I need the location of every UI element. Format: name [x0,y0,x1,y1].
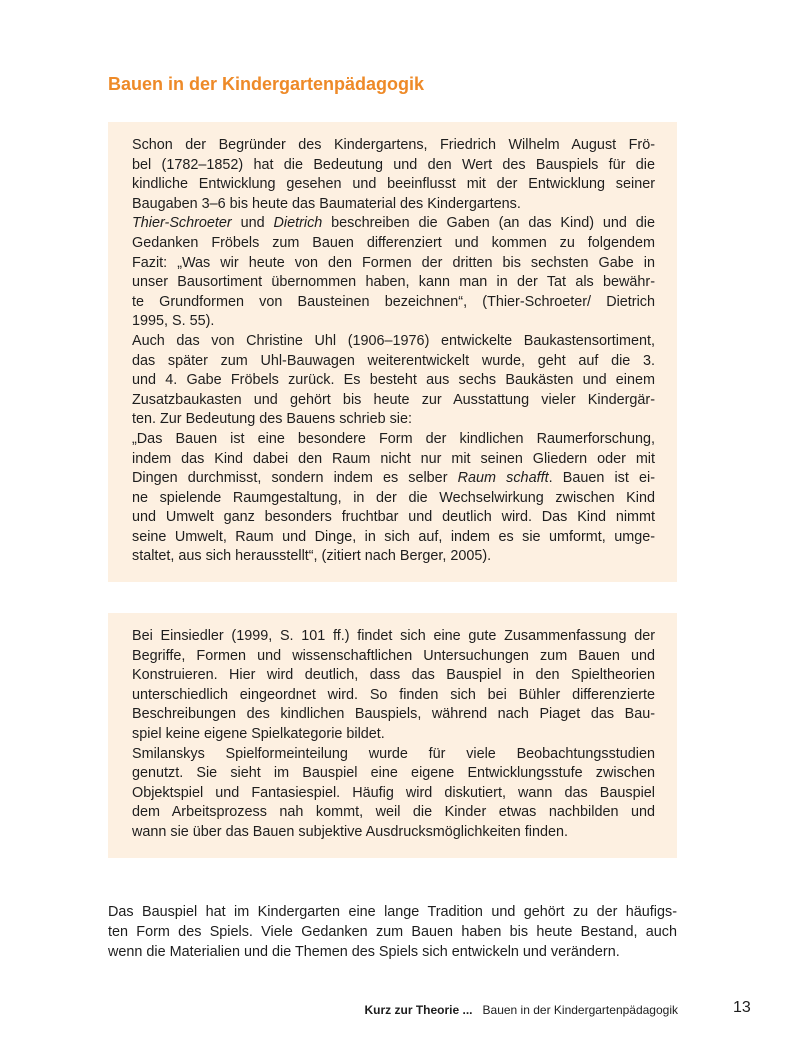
italic-phrase: Raum schafft [457,470,549,487]
text-line: indem das Kind dabei den Raum nicht nur mit seinen Gliedern oder mit [132,450,655,467]
text-segment: . Bauen ist ei- [548,470,656,487]
running-footer [365,1003,679,1017]
text-line: Beschreibungen des kindlichen Bauspiels, während nach Piaget das Bau- [132,706,655,723]
text-line: dem Arbeitsprozess nah kommt, weil die Kinder etwas nachbilden und [132,804,655,821]
text-line: Baugaben 3–6 bis heute das Baumaterial des Kindergartens. [132,195,521,212]
text-line: Gedanken Fröbels zum Bauen differenziert und kommen zu folgendem [132,234,655,251]
text-line: spiel keine eigene Spielkategorie bildet. [132,725,385,742]
text-line: unterschiedlich eingeordnet wird. So finden sich bei Bühler differenzierte [132,686,655,703]
text-line: staltet, aus sich herausstellt“, (zitiert nach Berger, 2005). [132,548,492,565]
text-line: Bei Einsiedler (1999, S. 101 ff.) findet sich eine gute Zusammenfassung der [132,628,655,644]
text-line: Objektspiel und Fantasiespiel. Häufig wird diskutiert, wann das Bauspiel [132,784,655,801]
text-line: 1995, S. 55). [132,313,215,330]
text-box-froebel [108,122,677,582]
body-paragraph [108,902,677,962]
text-line: unser Bausortiment übernommen haben, kann man in der Tat als bewähr- [132,274,655,291]
text-line: Schon der Begründer des Kindergartens, Friedrich Wilhelm August Frö- [132,137,655,153]
text-line: seine Umwelt, Raum und Dinge, in sich auf, indem es sie umformt, umge- [132,528,655,545]
text-line: und 4. Gabe Fröbels zurück. Es besteht aus sechs Baukästen und einem [132,372,655,389]
text-line: Das Bauspiel hat im Kindergarten eine lange Tradition und gehört zu der häufigs- [108,904,677,920]
italic-author: Thier-Schroeter [132,215,232,232]
text-line: genutzt. Sie sieht im Bauspiel eine eigene Entwicklungsstufe zwischen [132,765,655,782]
text-line: Begriffe, Formen und wissenschaftlichen Untersuchungen zum Bauen und [132,647,655,664]
text-line: Auch das von Christine Uhl (1906–1976) entwickelte Baukastensortiment, [132,332,655,349]
text-line: und Umwelt ganz besonders fruchtbar und deutlich wird. Das Kind nimmt [132,509,655,526]
text-line-mixed [132,469,655,489]
text-line: „Das Bauen ist eine besondere Form der kindlichen Raumerforschung, [132,430,655,447]
footer-series: Kurz zur Theorie ... [364,1003,473,1017]
text-line: Fazit: „Was wir heute von den Formen der dritten bis sechsten Gabe in [132,254,655,271]
text-segment: beschreiben die Gaben (an das Kind) und die [322,215,655,232]
text-line: das später zum Uhl-Bauwagen weiterentwickelt wurde, geht auf die 3. [132,352,655,369]
text-segment: Dingen durchmisst, sondern indem es selber [132,470,448,487]
italic-author: Dietrich [273,215,323,232]
text-line: kindliche Entwicklung gesehen und beeinflusst mit der Entwicklung seiner [132,176,655,193]
text-line: wenn die Materialien und die Themen des Spiels sich entwickeln und verändern. [108,944,620,960]
text-line: bel (1782–1852) hat die Bedeutung und den Wert des Bauspiels für die [132,156,655,173]
text-line: Konstruieren. Hier wird deutlich, dass das Bauspiel in den Spieltheorien [132,667,655,684]
page-number: 13 [733,999,751,1016]
text-line: ten. Zur Bedeutung des Bauens schrieb sie: [132,411,412,428]
text-line: te Grundformen von Bausteinen bezeichnen“, (Thier-Schroeter/ Dietrich [132,293,655,310]
text-line: ne spielende Raumgestaltung, in der die Wechselwirkung zwischen Kind [132,489,655,506]
footer-chapter: Bauen in der Kindergartenpädagogik [482,1003,678,1017]
text-line-mixed: Thier-Schroeter und Dietrich beschreiben die Gaben (an das Kind) und die [132,215,655,232]
section-heading: Bauen in der Kindergartenpädagogik [108,74,425,94]
text-line: ten Form des Spiels. Viele Gedanken zum Bauen haben bis heute Bestand, auch [108,924,677,940]
text-box-einsiedler [108,613,677,858]
text-line: Smilanskys Spielformeinteilung wurde für viele Beobachtungsstudien [132,745,655,762]
text-line: Zusatzbaukasten und gehört bis heute zur Ausstattung vieler Kindergär- [132,391,655,408]
text-line: wann sie über das Bauen subjektive Ausdrucksmöglichkeiten finden. [132,823,568,840]
